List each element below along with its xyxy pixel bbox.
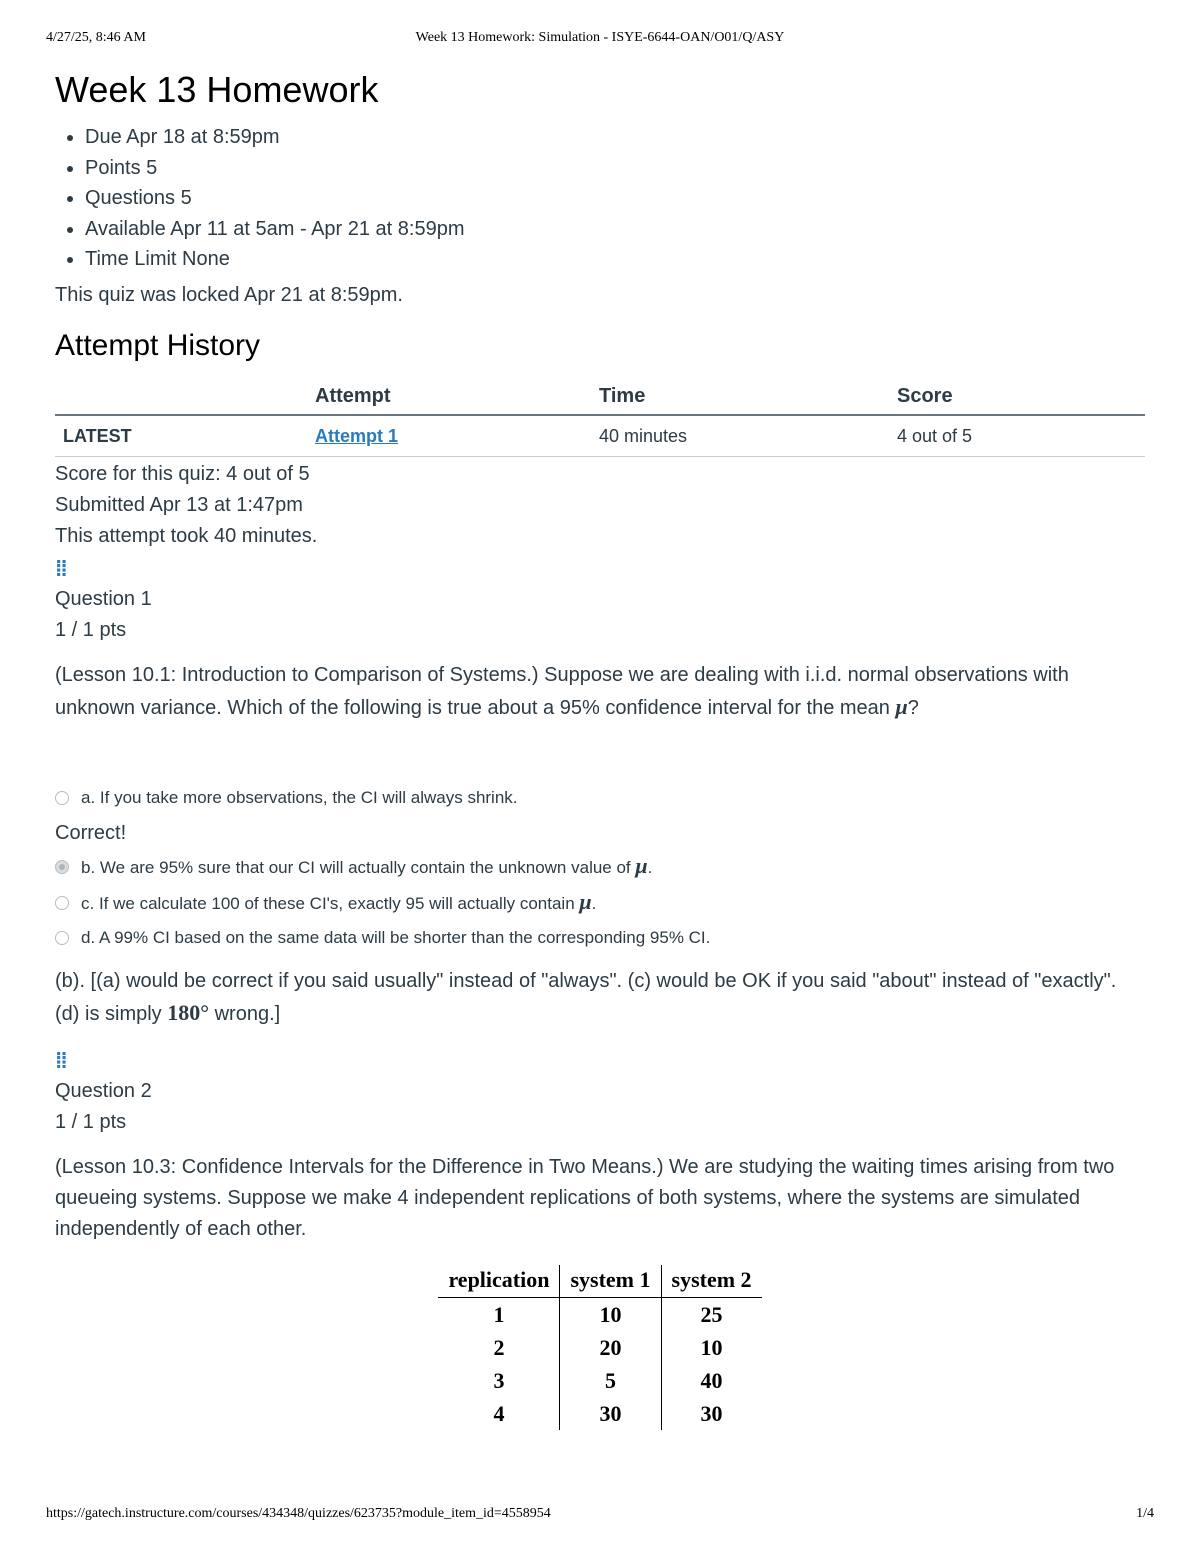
submitted-time: Submitted Apr 13 at 1:47pm (55, 493, 303, 516)
mu-symbol: μ (635, 852, 648, 878)
print-url: https://gatech.instructure.com/courses/434348/quizzes/623735?module_item_id=4558954 (46, 1506, 551, 1521)
quiz-title: Week 13 Homework (55, 69, 379, 110)
answer-c-suffix: . (591, 893, 597, 913)
table-row (55, 415, 1145, 457)
answer-b-text (81, 854, 652, 880)
mu-symbol: μ (895, 693, 908, 719)
radio-answer-d[interactable] (55, 931, 69, 945)
replication-cell: 2 (438, 1331, 560, 1364)
table-row (438, 1364, 761, 1397)
replication-cell: 3 (438, 1364, 560, 1397)
attempt-cell (307, 415, 591, 457)
meta-points: • Points 5 (85, 153, 1145, 184)
col-header-score: Score (889, 379, 1145, 415)
print-header (46, 30, 1154, 50)
system-2-cell: 10 (700, 1334, 723, 1360)
drag-handle-icon[interactable]: ⁞⁞ (55, 555, 66, 581)
attempt-link[interactable]: Attempt 1 (315, 426, 399, 446)
question-1-answers (55, 786, 1145, 950)
question-2-title: Question 2 (55, 1079, 152, 1102)
table-row (438, 1397, 761, 1430)
drag-handle-icon[interactable]: ⁞⁞ (55, 1047, 66, 1073)
answer-a[interactable] (55, 786, 1145, 810)
col-header-attempt: Attempt (307, 379, 591, 415)
radio-answer-b[interactable] (55, 860, 69, 874)
attempt-table-header (55, 379, 1145, 415)
answer-d[interactable] (55, 926, 1145, 950)
attempt-history-table (55, 379, 1145, 457)
answer-c-text (81, 890, 596, 916)
answer-a-text: a. If you take more observations, the CI will always shrink. (81, 787, 518, 807)
answer-c-label: c. If we calculate 100 of these CI's, exactly 95 will actually contain (81, 893, 580, 913)
system-2-cell: 40 (700, 1367, 723, 1393)
system-2-cell: 25 (700, 1301, 723, 1327)
quiz-meta-list (55, 122, 1145, 275)
question-1-title: Question 1 (55, 587, 152, 610)
meta-time-limit: • Time Limit None (85, 244, 1145, 275)
answer-b-label: b. We are 95% sure that our CI will actually contain the unknown value of (81, 857, 636, 877)
replication-table (438, 1265, 761, 1430)
replication-cell: 1 (438, 1297, 560, 1331)
print-date: 4/27/25, 8:46 AM (46, 30, 146, 45)
header-system-1: system 1 (560, 1265, 661, 1298)
meta-questions: • Questions 5 (85, 183, 1145, 214)
radio-answer-a[interactable] (55, 791, 69, 805)
system-1-cell: 10 (560, 1297, 661, 1331)
answer-d-text: d. A 99% CI based on the same data will be shorter than the corresponding 95% CI. (81, 927, 711, 947)
mu-symbol: μ (579, 888, 592, 914)
answer-b-suffix: . (647, 857, 653, 877)
system-1-cell: 30 (560, 1397, 661, 1430)
system-2-cell: 30 (700, 1400, 723, 1426)
correct-label: Correct! (55, 821, 127, 844)
print-page-number: 1/4 (1136, 1506, 1154, 1521)
replication-table-header (438, 1265, 761, 1298)
question-2-points: 1 / 1 pts (55, 1110, 127, 1133)
header-system-2: system 2 (661, 1265, 762, 1298)
question-1-text-end: ? (907, 696, 919, 719)
degrees-180: 180° (167, 999, 210, 1025)
latest-label: LATEST (55, 415, 307, 457)
question-1-text-main: (Lesson 10.1: Introduction to Comparison of Systems.) Suppose we are dealing with i.i.d. normal observations with unknown variance. Which of the following is true about a 95% confidence interval for the mean (55, 663, 1069, 719)
print-footer (46, 1506, 1154, 1526)
replication-cell: 4 (438, 1397, 560, 1430)
system-1-cell: 5 (560, 1364, 661, 1397)
time-cell: 40 minutes (591, 415, 889, 457)
question-1-points: 1 / 1 pts (55, 618, 127, 641)
attempt-history-heading: Attempt History (55, 328, 261, 362)
print-page-title: Week 13 Homework: Simulation - ISYE-6644-OAN/O01/Q/ASY (415, 30, 785, 45)
explanation-end: wrong.] (209, 1002, 281, 1025)
meta-due: • Due Apr 18 at 8:59pm (85, 122, 1145, 153)
question-1-text (55, 660, 1145, 724)
attempt-summary (55, 459, 1145, 552)
quiz-content (55, 68, 1145, 1430)
attempt-duration: This attempt took 40 minutes. (55, 524, 318, 547)
answer-b[interactable] (55, 854, 1145, 880)
question-1-explanation (55, 966, 1145, 1030)
table-row (438, 1331, 761, 1364)
col-header-label (55, 379, 307, 415)
header-replication: replication (438, 1265, 560, 1298)
radio-answer-c[interactable] (55, 896, 69, 910)
meta-available: • Available Apr 11 at 5am - Apr 21 at 8:59pm (85, 214, 1145, 245)
table-row (438, 1297, 761, 1331)
question-2-text: (Lesson 10.3: Confidence Intervals for the Difference in Two Means.) We are studying the waiting times arising from two queueing systems. Suppose we make 4 independent replications of both systems, where the systems are simulated independently of each other. (55, 1155, 1115, 1240)
system-1-cell: 20 (560, 1331, 661, 1364)
quiz-score: Score for this quiz: 4 out of 5 (55, 462, 310, 485)
score-cell: 4 out of 5 (889, 415, 1145, 457)
answer-c[interactable] (55, 890, 1145, 916)
locked-notice: This quiz was locked Apr 21 at 8:59pm. (55, 283, 403, 306)
col-header-time: Time (591, 379, 889, 415)
explanation-text: (b). [(a) would be correct if you said usually" instead of "always". (c) would be OK if you said "about" instead of "exactly". (d) is simply (55, 969, 1117, 1025)
